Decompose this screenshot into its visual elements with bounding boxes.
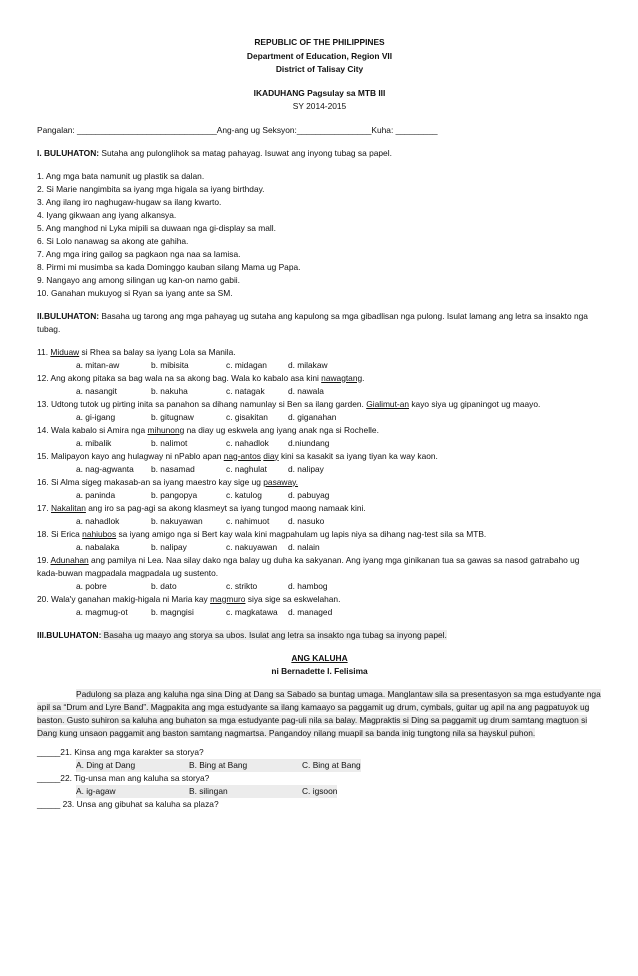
question-12 (37, 372, 602, 385)
question-text: ang iro sa pag-agi sa akong klasmeyt sa iyang tungod maong namaak kini. (85, 502, 366, 513)
choice-b: b. magngisi (151, 606, 194, 617)
choice-c: c. gisakitan (226, 411, 268, 422)
exam-title: IKADUHANG Pagsulay sa MTB III (253, 87, 386, 98)
choice-d: d. hambog (288, 580, 328, 591)
question-21: _____21. Kinsa ang mga karakter sa storya? (37, 746, 204, 757)
question-text: 13. Udtong tutok ug pirting inita sa panahon sa dihang namunlay si Ben sa ilang garden. (37, 398, 367, 409)
underlined-word: nawagtang (321, 372, 363, 383)
choice-d: d. nalain (288, 541, 320, 552)
underlined-word: magmuro (210, 593, 246, 604)
underlined-word: mihunong (147, 424, 185, 435)
choice-a: a. gi-igang (76, 411, 116, 422)
list-item: 7. Ang mga iring gailog sa pagkaon nga naa sa lamisa. (37, 248, 241, 259)
question-15-choices (37, 463, 602, 476)
part3-instruction (37, 629, 602, 642)
choice-b: B. Bing at Bang (189, 759, 302, 772)
list-item: 1. Ang mga bata namunit ug plastik sa dalan. (37, 170, 205, 181)
header-republic: REPUBLIC OF THE PHILIPPINES (254, 37, 385, 47)
underlined-word: nahiubos (82, 528, 117, 539)
choice-a: a. magmug-ot (76, 606, 128, 617)
list-item: 9. Nangayo ang among silingan ug kan-on namo gabii. (37, 274, 240, 285)
choice-b: b. pangopya (151, 489, 198, 500)
question-14 (37, 424, 602, 437)
choice-b: b. nasamad (151, 463, 195, 474)
choice-b: B. silingan (189, 785, 302, 798)
question-text: 16. Si Alma sigeg makasab-an sa iyang maestro kay sige ug (37, 476, 264, 487)
list-item: 2. Si Marie nangimbita sa iyang mga higala sa iyang birthday. (37, 183, 265, 194)
question-11 (37, 346, 602, 359)
underlined-word: Miduaw (50, 346, 80, 357)
choice-d: d. giganahan (288, 411, 337, 422)
choice-c: c. magkatawa (226, 606, 278, 617)
question-text: siya sige sa eskwelahan. (245, 593, 341, 604)
choice-c: c. nakuyawan (226, 541, 278, 552)
choice-c: c. strikto (226, 580, 258, 591)
question-18 (37, 528, 602, 541)
question-text: 11. (37, 346, 51, 357)
choice-a: a. nasangit (76, 385, 117, 396)
choice-c: c. nahimuot (226, 515, 270, 526)
choice-d: d.niundang (288, 437, 330, 448)
choice-a: a. nabalaka (76, 541, 120, 552)
question-text: kini sa kasakit sa iyang tiyan ka way kaon. (278, 450, 438, 461)
question-23: _____ 23. Unsa ang gibuhat sa kaluha sa plaza? (37, 798, 219, 809)
question-22-choices (37, 785, 602, 798)
choice-c: C. igsoon (302, 785, 338, 796)
part3-text: Basaha ug maayo ang storya sa ubos. Isulat ang letra sa insakto nga tubag sa inyong papel. (101, 629, 447, 640)
question-21-choices (37, 759, 602, 772)
choice-a: a. mitan-aw (76, 359, 120, 370)
choice-a: a. nahadlok (76, 515, 120, 526)
choice-c: C. Bing at Bang (302, 759, 361, 770)
question-text: si Rhea sa balay sa iyang Lola sa Manila. (79, 346, 236, 357)
question-13-choices (37, 411, 602, 424)
question-19-choices (37, 580, 602, 593)
question-text: ang pamilya ni Lea. Naa silay dako nga balay ug duha ka sakyanan. Ang iyang mga ginikanan tua sa gawas sa nasod gatrabaho ug kada-buwan magpadala magpadala ug sustento. (37, 554, 580, 578)
choice-c: c. katulog (226, 489, 262, 500)
question-17 (37, 502, 602, 515)
question-14-choices (37, 437, 602, 450)
question-22: _____22. Tig-unsa man ang kaluha sa storya? (37, 772, 210, 783)
underlined-word: diay (263, 450, 279, 461)
question-text: 15. Malipayon kayo ang hulagway ni nPablo apan (37, 450, 224, 461)
list-item: 5. Ang manghod ni Lyka mipili sa duwaan nga gi-display sa mall. (37, 222, 276, 233)
part1-items (37, 170, 602, 300)
question-text: 19. (37, 554, 51, 565)
choice-b: b. gitugnaw (151, 411, 194, 422)
choice-a: a. pobre (76, 580, 107, 591)
choice-d: d. nalipay (288, 463, 324, 474)
question-16 (37, 476, 602, 489)
question-15 (37, 450, 602, 463)
part1-instruction (37, 147, 602, 160)
question-text: na diay ug eskwela ang iyang anak nga si Rochelle. (184, 424, 379, 435)
list-item: 10. Ganahan mukuyog si Ryan sa iyang ante sa SM. (37, 287, 233, 298)
question-text: 17. (37, 502, 51, 513)
part3-label: III.BULUHATON: (37, 629, 102, 640)
underlined-word: Gialimut-an (366, 398, 410, 409)
header-district: District of Talisay City (275, 64, 364, 74)
story-text: Padulong sa plaza ang kaluha nga sina Ding at Dang sa Sabado sa buntag umaga. Manglantaw sila sa presentasyon sa mga estudyante nga apil sa “Drum and Lyre Band”. Magpakita ang mga estudyante sa ilang kamaayo sa paggamit ug drum, cymbals, guitar ug apil na ang pagpatuyok ug baston. Gusto suhiron sa kaluha ang buhaton sa mga estudyante pag-uli nila sa balay. Magpraktis si Ding sa paggamit ug drum samtang magtuon si Dang kung unsaon paggamit ang baston samtang nagmartsa. Pangandoy nilang muapil sa banda inig tungtong nila sa hayskul puhon. (37, 688, 601, 738)
choice-a: a. nag-agwanta (76, 463, 134, 474)
choice-b: b. nakuha (151, 385, 188, 396)
list-item: 6. Si Lolo nanawag sa akong ate gahiha. (37, 235, 189, 246)
question-18-choices (37, 541, 602, 554)
question-text: . (362, 372, 365, 383)
question-text: 12. Ang akong pitaka sa bag wala na sa akong bag. Wala ko kabalo asa kini (37, 372, 322, 383)
choice-a: A. Ding at Dang (76, 759, 189, 772)
list-item: 8. Pirmi mi musimba sa kada Dominggo kauban silang Mama ug Papa. (37, 261, 301, 272)
choice-b: b. mibisita (151, 359, 189, 370)
choice-b: b. nalipay (151, 541, 187, 552)
exam-page (37, 36, 602, 811)
underlined-word: Nakalitan (50, 502, 86, 513)
list-item: 4. Iyang gikwaan ang iyang alkansya. (37, 209, 177, 220)
student-info-line: Pangalan: ______________________________Ang-ang ug Seksyon:________________Kuha: _________ (37, 124, 438, 135)
question-20 (37, 593, 602, 606)
question-text: 20. Wala'y ganahan makig-higala ni Maria kay (37, 593, 211, 604)
question-text: 14. Wala kabalo si Amira nga (37, 424, 148, 435)
story-paragraph (37, 688, 602, 740)
question-text: 18. Si Erica (37, 528, 83, 539)
choice-c: c. naghulat (226, 463, 267, 474)
question-17-choices (37, 515, 602, 528)
question-text: kayo siya ug gipaningot ug maayo. (409, 398, 541, 409)
choice-a: A. ig-agaw (76, 785, 189, 798)
choice-d: d. nawala (288, 385, 324, 396)
story-author: ni Bernadette I. Felisima (271, 665, 368, 676)
list-item: 3. Ang ilang iro naghugaw-hugaw sa ilang kwarto. (37, 196, 222, 207)
underlined-word: Adunahan (50, 554, 89, 565)
question-20-choices (37, 606, 602, 619)
choice-d: d. managed (288, 606, 333, 617)
choice-a: a. mibalik (76, 437, 112, 448)
question-16-choices (37, 489, 602, 502)
part2-instruction (37, 310, 602, 336)
underlined-word: nag-antos (223, 450, 261, 461)
choice-c: c. nahadlok (226, 437, 269, 448)
choice-d: d. nasuko (288, 515, 325, 526)
choice-b: b. dato (151, 580, 177, 591)
story-body (37, 688, 602, 740)
header-department: Department of Education, Region VII (246, 50, 393, 61)
choice-b: b. nakuyawan (151, 515, 203, 526)
choice-a: a. paninda (76, 489, 116, 500)
part1-label: I. BULUHATON: (37, 147, 100, 158)
question-13 (37, 398, 602, 411)
choice-d: d. pabuyag (288, 489, 330, 500)
choice-b: b. nalimot (151, 437, 188, 448)
question-12-choices (37, 385, 602, 398)
choice-d: d. milakaw (288, 359, 328, 370)
question-11-choices (37, 359, 602, 372)
part1-text: Sutaha ang pulonglihok sa matag pahayag. Isuwat ang inyong tubag sa papel. (99, 147, 392, 158)
school-year: SY 2014-2015 (292, 101, 347, 111)
question-text: sa iyang amigo nga si Bert kay wala kini magpahulam ug lapis niya sa dihang nag-test sila sa MTB. (116, 528, 487, 539)
underlined-word: pasaway. (263, 476, 299, 487)
part2-label: II.BULUHATON: (37, 310, 100, 321)
choice-c: c. natagak (226, 385, 265, 396)
question-19 (37, 554, 602, 580)
part2-text: Basaha ug tarong ang mga pahayag ug sutaha ang kapulong sa mga gibadlisan nga pulong. Isulat lamang ang letra sa insakto nga tubag. (37, 310, 588, 334)
story-title: ANG KALUHA (291, 652, 348, 663)
choice-c: c. midagan (226, 359, 267, 370)
